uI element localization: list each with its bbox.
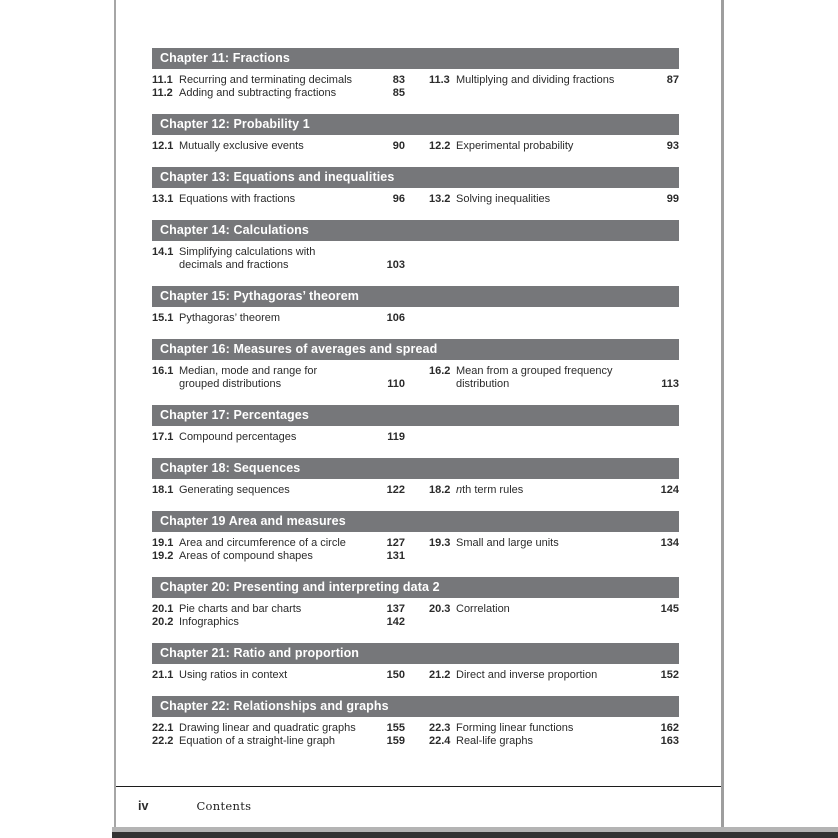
section-page-number: 85 — [392, 87, 405, 99]
toc-entry — [429, 537, 679, 550]
section-title: Solving inequalities — [456, 193, 551, 205]
chapter-title: Chapter 13: Equations and inequalities — [160, 170, 395, 184]
chapter-title: Chapter 12: Probability 1 — [160, 117, 310, 131]
section-page-number: 83 — [392, 74, 405, 86]
section-number: 22.2 — [152, 735, 174, 747]
section-title: Pythagoras’ theorem — [179, 312, 281, 324]
chapter-header-bar — [152, 458, 679, 479]
section-number: 19.3 — [429, 537, 451, 549]
section-title: Compound percentages — [179, 431, 297, 443]
section-title: Forming linear functions — [456, 722, 574, 734]
page-footer — [138, 799, 438, 813]
toc-entry — [152, 735, 405, 748]
section-title: Adding and subtracting fractions — [179, 87, 337, 99]
section-page-number: 103 — [386, 259, 405, 271]
toc-entry — [429, 74, 679, 87]
section-page-number: 93 — [666, 140, 679, 152]
section-number: 14.1 — [152, 246, 174, 258]
section-number: 19.1 — [152, 537, 174, 549]
toc-entry — [152, 484, 405, 497]
section-number: 22.3 — [429, 722, 451, 734]
section-number: 13.1 — [152, 193, 174, 205]
toc-entry — [152, 312, 405, 325]
section-number: 16.1 — [152, 365, 174, 377]
section-page-number: 163 — [660, 735, 679, 747]
chapter-section — [152, 220, 679, 272]
section-page-number: 127 — [386, 537, 405, 549]
chapter-section — [152, 643, 679, 682]
section-number: 22.1 — [152, 722, 174, 734]
section-number: 11.2 — [152, 87, 173, 99]
chapter-section — [152, 114, 679, 153]
chapter-title: Chapter 20: Presenting and interpreting data 2 — [160, 580, 440, 594]
section-number: 15.1 — [152, 312, 174, 324]
toc-entry — [429, 193, 679, 206]
section-title: Correlation — [456, 603, 510, 615]
chapter-section — [152, 577, 679, 629]
chapter-title: Chapter 16: Measures of averages and spread — [160, 342, 438, 356]
section-page-number: 142 — [386, 616, 405, 628]
section-number: 21.1 — [152, 669, 174, 681]
page-bottom-shadow — [112, 832, 838, 838]
section-title: nth term rules — [456, 484, 524, 496]
footer-section-label: Contents — [196, 799, 252, 813]
section-number: 18.2 — [429, 484, 451, 496]
toc-entry — [152, 537, 405, 550]
chapter-section — [152, 48, 679, 100]
section-number: 19.2 — [152, 550, 174, 562]
section-page-number: 96 — [392, 193, 405, 205]
toc-entry — [152, 550, 405, 563]
section-number: 20.1 — [152, 603, 174, 615]
section-page-number: 145 — [660, 603, 679, 615]
section-title: Small and large units — [456, 537, 559, 549]
toc-entry — [429, 484, 679, 497]
section-page-number: 99 — [666, 193, 679, 205]
section-number: 11.3 — [429, 74, 450, 86]
toc-entry — [152, 74, 405, 87]
section-title: Using ratios in context — [179, 669, 288, 681]
section-title: Equations with fractions — [179, 193, 296, 205]
chapter-header-bar — [152, 405, 679, 426]
section-number: 12.1 — [152, 140, 174, 152]
section-title: Median, mode and range for grouped distributions — [179, 365, 318, 390]
section-number: 21.2 — [429, 669, 451, 681]
toc-entry — [152, 246, 405, 272]
section-page-number: 155 — [386, 722, 405, 734]
section-title: Equation of a straight-line graph — [179, 735, 335, 747]
toc-entry — [152, 722, 405, 735]
chapter-section — [152, 458, 679, 497]
chapter-section — [152, 286, 679, 325]
section-number: 16.2 — [429, 365, 451, 377]
toc-entry — [152, 365, 405, 391]
chapter-header-bar — [152, 696, 679, 717]
section-title: Real-life graphs — [456, 735, 534, 747]
section-title: Direct and inverse proportion — [456, 669, 598, 681]
section-page-number: 162 — [660, 722, 679, 734]
section-page-number: 87 — [666, 74, 679, 86]
section-page-number: 90 — [392, 140, 405, 152]
chapter-title: Chapter 22: Relationships and graphs — [160, 699, 389, 713]
section-number: 20.3 — [429, 603, 451, 615]
chapter-header-bar — [152, 220, 679, 241]
section-page-number: 152 — [660, 669, 679, 681]
chapter-section — [152, 405, 679, 444]
chapter-title: Chapter 19 Area and measures — [160, 514, 346, 528]
toc-entry — [429, 603, 679, 616]
toc-entry — [429, 365, 679, 391]
section-page-number: 110 — [387, 378, 405, 390]
toc-entry — [152, 616, 405, 629]
chapter-section — [152, 511, 679, 563]
section-title: Generating sequences — [179, 484, 290, 496]
table-of-contents — [152, 48, 679, 762]
chapter-header-bar — [152, 48, 679, 69]
section-title: Mean from a grouped frequency distribution — [456, 365, 613, 390]
section-title: Multiplying and dividing fractions — [456, 74, 615, 86]
section-title: Infographics — [179, 616, 239, 628]
toc-entry — [429, 722, 679, 735]
section-title: Mutually exclusive events — [179, 140, 304, 152]
toc-entry — [429, 669, 679, 682]
chapter-title: Chapter 18: Sequences — [160, 461, 301, 475]
section-number: 13.2 — [429, 193, 451, 205]
chapter-header-bar — [152, 339, 679, 360]
chapter-title: Chapter 15: Pythagoras’ theorem — [160, 289, 359, 303]
toc-entry — [152, 87, 405, 100]
chapter-title: Chapter 11: Fractions — [160, 51, 290, 65]
book-page — [114, 0, 724, 827]
section-page-number: 134 — [660, 537, 679, 549]
section-page-number: 124 — [660, 484, 679, 496]
toc-entry — [152, 193, 405, 206]
section-title: Simplifying calculations with decimals and fractions — [179, 246, 316, 271]
chapter-section — [152, 167, 679, 206]
toc-entry — [152, 669, 405, 682]
section-number: 18.1 — [152, 484, 174, 496]
section-title: Drawing linear and quadratic graphs — [179, 722, 356, 734]
section-number: 20.2 — [152, 616, 174, 628]
section-number: 12.2 — [429, 140, 451, 152]
chapter-header-bar — [152, 114, 679, 135]
section-title: Recurring and terminating decimals — [179, 74, 353, 86]
section-page-number: 122 — [386, 484, 405, 496]
chapter-header-bar — [152, 286, 679, 307]
section-page-number: 131 — [386, 550, 405, 562]
toc-entry — [429, 735, 679, 748]
chapter-header-bar — [152, 577, 679, 598]
chapter-header-bar — [152, 167, 679, 188]
section-title: Areas of compound shapes — [179, 550, 313, 562]
chapter-header-bar — [152, 643, 679, 664]
section-number: 22.4 — [429, 735, 451, 747]
section-page-number: 150 — [386, 669, 405, 681]
section-page-number: 159 — [386, 735, 405, 747]
section-page-number: 113 — [661, 378, 679, 390]
chapter-title: Chapter 14: Calculations — [160, 223, 309, 237]
section-title: Experimental probability — [456, 140, 574, 152]
chapter-section — [152, 339, 679, 391]
section-title: Area and circumference of a circle — [179, 537, 346, 549]
footer-divider — [116, 786, 721, 787]
toc-entry — [429, 140, 679, 153]
section-page-number: 119 — [387, 431, 405, 443]
chapter-section — [152, 696, 679, 748]
chapter-title: Chapter 21: Ratio and proportion — [160, 646, 360, 660]
section-page-number: 137 — [386, 603, 405, 615]
toc-entry — [152, 140, 405, 153]
toc-entry — [152, 603, 405, 616]
section-page-number: 106 — [386, 312, 405, 324]
chapter-header-bar — [152, 511, 679, 532]
section-number: 11.1 — [152, 74, 173, 86]
section-number: 17.1 — [152, 431, 174, 443]
toc-entry — [152, 431, 405, 444]
chapter-title: Chapter 17: Percentages — [160, 408, 309, 422]
section-title: Pie charts and bar charts — [179, 603, 302, 615]
footer-folio: iv — [138, 799, 149, 813]
